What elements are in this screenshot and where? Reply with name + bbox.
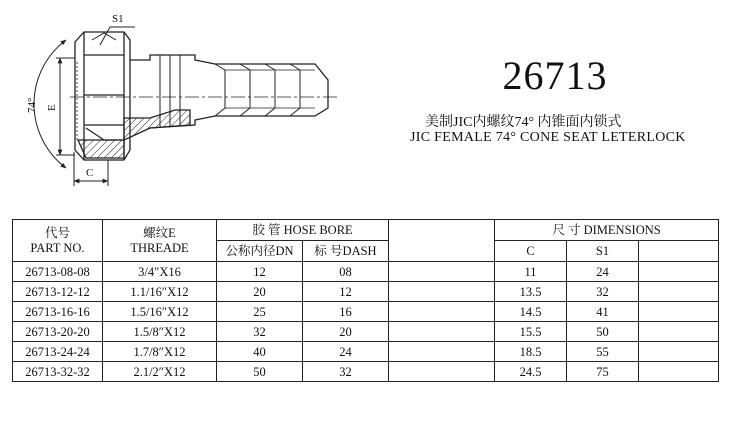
part-number: 26713 — [502, 53, 608, 98]
cell-thread: 1.1/16″X12 — [103, 282, 217, 302]
header-blank — [389, 220, 495, 262]
cell-thread: 1.5/8″X12 — [103, 322, 217, 342]
label-e: E — [46, 104, 58, 111]
cell-extra — [639, 342, 719, 362]
cell-s1: 75 — [567, 362, 639, 382]
fitting-drawing — [0, 0, 400, 200]
cell-s1: 41 — [567, 302, 639, 322]
cell-dash: 16 — [303, 302, 389, 322]
cell-s1: 55 — [567, 342, 639, 362]
cell-part: 26713-12-12 — [13, 282, 103, 302]
cell-extra — [639, 282, 719, 302]
cell-blank — [389, 322, 495, 342]
header-dimensions: 尺 寸 DIMENSIONS — [495, 220, 719, 241]
label-s1: S1 — [112, 13, 124, 25]
cell-dash: 20 — [303, 322, 389, 342]
cell-c: 13.5 — [495, 282, 567, 302]
header-s1: S1 — [567, 241, 639, 262]
cell-dash: 24 — [303, 342, 389, 362]
cell-c: 14.5 — [495, 302, 567, 322]
cell-blank — [389, 302, 495, 322]
cell-dn: 20 — [217, 282, 303, 302]
header-row-1 — [13, 220, 719, 241]
header-dash: 标 号DASH — [303, 241, 389, 262]
cell-thread: 1.5/16″X12 — [103, 302, 217, 322]
cell-part: 26713-24-24 — [13, 342, 103, 362]
cell-c: 18.5 — [495, 342, 567, 362]
nut-section — [78, 140, 124, 158]
label-c: C — [86, 167, 94, 179]
title-english: JIC FEMALE 74° CONE SEAT LETERLOCK — [410, 130, 686, 145]
table-row — [13, 342, 719, 362]
cell-part: 26713-08-08 — [13, 262, 103, 282]
cell-s1: 32 — [567, 282, 639, 302]
cell-dn: 40 — [217, 342, 303, 362]
cell-extra — [639, 262, 719, 282]
cell-thread: 3/4″X16 — [103, 262, 217, 282]
table-row — [13, 302, 719, 322]
cell-dash: 08 — [303, 262, 389, 282]
table-row — [13, 322, 719, 342]
cell-c: 24.5 — [495, 362, 567, 382]
cell-part: 26713-32-32 — [13, 362, 103, 382]
cell-blank — [389, 262, 495, 282]
spec-table — [12, 219, 719, 382]
cell-thread: 1.7/8″X12 — [103, 342, 217, 362]
table-row — [13, 362, 719, 382]
header-c: C — [495, 241, 567, 262]
cell-dn: 32 — [217, 322, 303, 342]
cell-c: 11 — [495, 262, 567, 282]
cell-blank — [389, 362, 495, 382]
header-thread-cn: 螺纹E — [143, 225, 176, 240]
table-row — [13, 282, 719, 302]
header-extra — [639, 241, 719, 262]
cell-blank — [389, 342, 495, 362]
cell-s1: 50 — [567, 322, 639, 342]
cell-thread: 2.1/2″X12 — [103, 362, 217, 382]
header-thread — [103, 220, 217, 262]
angle-arc — [34, 40, 66, 168]
cell-dn: 12 — [217, 262, 303, 282]
header-hose-bore: 胶 管 HOSE BORE — [217, 220, 389, 241]
cell-c: 15.5 — [495, 322, 567, 342]
title-chinese: 美制JIC内螺纹74° 内锥面内锁式 — [425, 115, 622, 130]
cell-extra — [639, 322, 719, 342]
cell-dash: 32 — [303, 362, 389, 382]
cone-seat — [86, 128, 124, 140]
cell-blank — [389, 282, 495, 302]
cell-dash: 12 — [303, 282, 389, 302]
cell-dn: 25 — [217, 302, 303, 322]
cell-extra — [639, 302, 719, 322]
header-dn: 公称内径DN — [217, 241, 303, 262]
header-part-en: PART NO. — [30, 240, 85, 255]
header-thread-en: THREADE — [130, 240, 189, 255]
cell-extra — [639, 362, 719, 382]
header-part — [13, 220, 103, 262]
cell-dn: 50 — [217, 362, 303, 382]
label-angle: 74° — [26, 97, 38, 113]
cell-part: 26713-20-20 — [13, 322, 103, 342]
header-part-cn: 代号 — [44, 225, 70, 240]
cell-part: 26713-16-16 — [13, 302, 103, 322]
table-row — [13, 262, 719, 282]
cell-s1: 24 — [567, 262, 639, 282]
